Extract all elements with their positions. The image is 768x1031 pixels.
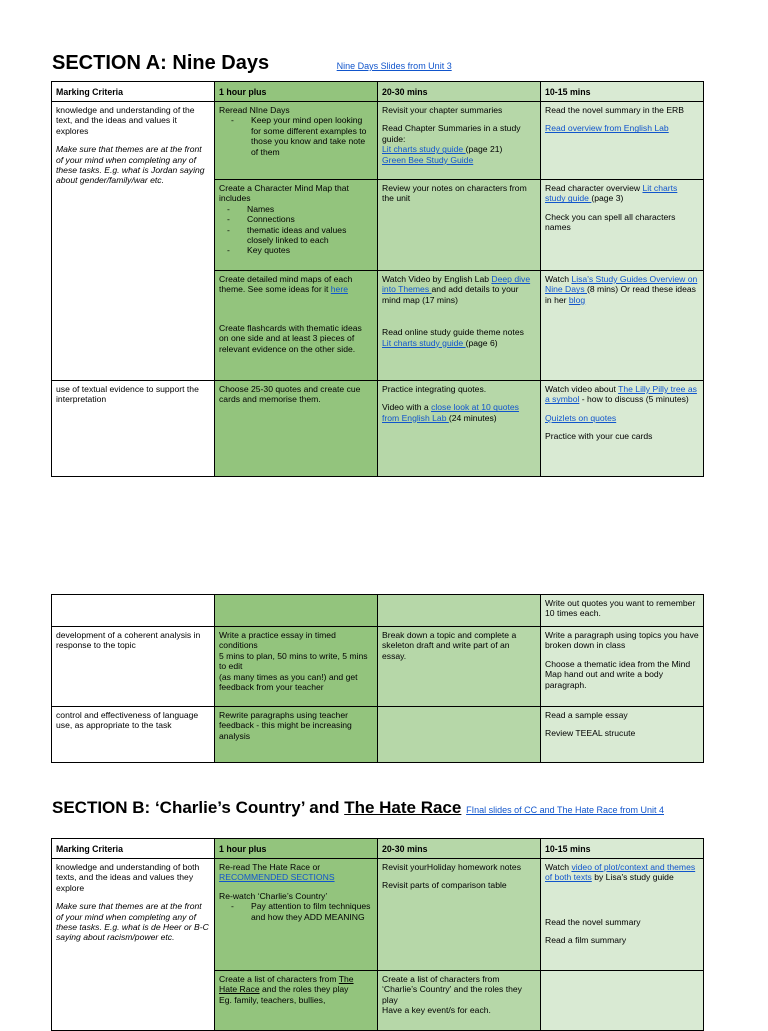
task-cell bbox=[378, 271, 541, 381]
section-b-title-hate-race: The Hate Race bbox=[344, 798, 462, 817]
task-cell bbox=[215, 971, 378, 1031]
task-cell bbox=[215, 859, 378, 971]
section-a-heading bbox=[52, 52, 452, 75]
task-cell bbox=[541, 180, 704, 271]
close-look-quotes-link[interactable]: close look at 10 quotes from English Lab bbox=[382, 402, 519, 423]
hate-race-title: The Hate Race bbox=[219, 974, 354, 995]
table-row bbox=[52, 627, 704, 707]
criteria-note: Make sure that themes are at the front of your mind when completing any of these tasks. E.g. what is Jordan saying about gender/family/war etc. bbox=[56, 144, 205, 186]
task-text: Write a paragraph using topics you have broken down in class bbox=[545, 630, 699, 651]
section-b-heading bbox=[52, 800, 722, 818]
task-cell bbox=[541, 595, 704, 627]
task-text: (24 minutes) bbox=[448, 412, 497, 423]
criteria-coherent-analysis-cell bbox=[52, 627, 215, 707]
quizlets-link[interactable]: Quizlets on quotes bbox=[545, 412, 617, 423]
task-text: Read character overview bbox=[545, 183, 643, 193]
header-20-30-mins: 20-30 mins bbox=[378, 82, 541, 102]
header-10-15-mins: 10-15 mins bbox=[541, 839, 704, 859]
litcharts-link[interactable]: Lit charts study guide bbox=[382, 144, 466, 155]
recommended-sections-link[interactable]: RECOMMENDED SECTIONS bbox=[219, 872, 335, 883]
task-text: Read a film summary bbox=[545, 935, 627, 946]
task-text: (page 21) bbox=[465, 144, 503, 155]
table-row bbox=[52, 859, 704, 971]
task-cell bbox=[215, 381, 378, 477]
task-text: Eg. family, teachers, bullies, bbox=[219, 994, 326, 1005]
task-cell bbox=[215, 707, 378, 763]
task-text: Have a key event/s for each. bbox=[382, 1005, 491, 1016]
table-header-row bbox=[52, 839, 704, 859]
task-text: Review TEEAL strucute bbox=[545, 728, 636, 739]
task-text: Choose a thematic idea from the Mind Map hand out and write a body paragraph. bbox=[545, 658, 691, 690]
task-text: Write out quotes you want to remember 10 times each. bbox=[545, 598, 696, 619]
task-text: Choose 25-30 quotes and create cue cards and memorise them. bbox=[219, 384, 361, 405]
task-text: Create a list of characters from ‘Charlie’s Country’ and the roles they play bbox=[382, 974, 522, 1005]
section-b-slides-link[interactable]: FInal slides of CC and The Hate Race from Unit 4 bbox=[466, 805, 665, 815]
table-row bbox=[52, 381, 704, 477]
task-text: Re-read The Hate Race or bbox=[219, 862, 321, 872]
criteria-text: development of a coherent analysis in response to the topic bbox=[56, 630, 201, 651]
empty-cell bbox=[215, 595, 378, 627]
task-text: 5 mins to plan, 50 mins to write, 5 mins to edit bbox=[219, 650, 368, 672]
criteria-text: use of textual evidence to support the interpretation bbox=[56, 384, 199, 405]
section-a-title: SECTION A: Nine Days bbox=[52, 52, 270, 74]
task-text: and add details to your mind map (17 mins) bbox=[382, 284, 519, 305]
green-bee-link[interactable]: Green Bee Study Guide bbox=[382, 154, 474, 165]
criteria-text: knowledge and understanding of the text, and the ideas and values it explores bbox=[56, 105, 195, 136]
lisas-study-guide-link[interactable]: Lisa's Study Guides Overview on Nine Days bbox=[545, 274, 698, 295]
task-text: Revisit parts of comparison table bbox=[382, 880, 507, 891]
task-text: Write a practice essay in timed conditions bbox=[219, 630, 336, 651]
task-text: Revisit your chapter summaries bbox=[382, 105, 503, 115]
criteria-language-use-cell bbox=[52, 707, 215, 763]
task-cell bbox=[541, 102, 704, 180]
task-cell bbox=[378, 859, 541, 971]
plot-context-video-link[interactable]: video of plot/context and themes of both texts bbox=[545, 862, 696, 883]
task-cell bbox=[215, 627, 378, 707]
task-text: by Lisa's study guide bbox=[591, 872, 674, 883]
task-text: Check you can spell all characters names bbox=[545, 211, 676, 233]
task-cell bbox=[215, 180, 378, 271]
task-cell bbox=[541, 381, 704, 477]
criteria-evidence-cell bbox=[52, 381, 215, 477]
task-text: Create detailed mind maps of each theme. See some ideas for it bbox=[219, 274, 353, 295]
task-text: Break down a topic and complete a skeleton draft and write part of an essay. bbox=[382, 630, 517, 661]
task-text: Practice integrating quotes. bbox=[382, 384, 487, 394]
task-cell bbox=[378, 971, 541, 1031]
task-text: (as many times as you can!) and get feedback from your teacher bbox=[219, 671, 358, 693]
task-bullet: - Connections bbox=[247, 214, 373, 224]
task-cell bbox=[378, 102, 541, 180]
deep-dive-themes-link[interactable]: Deep dive into Themes bbox=[382, 274, 531, 295]
header-marking-criteria: Marking Criteria bbox=[52, 82, 215, 102]
table-header-row bbox=[52, 82, 704, 102]
empty-cell bbox=[378, 707, 541, 763]
empty-cell bbox=[52, 595, 215, 627]
task-bullet: - thematic ideas and values closely linked to each bbox=[247, 225, 373, 246]
task-text: Revisit yourHoliday homework notes bbox=[382, 862, 521, 872]
table-row bbox=[52, 707, 704, 763]
blog-link[interactable]: blog bbox=[568, 294, 586, 305]
section-b-table bbox=[51, 838, 704, 1031]
task-bullet: - Key quotes bbox=[247, 245, 373, 255]
task-text: Read the novel summary in the ERB bbox=[545, 105, 684, 115]
task-text: Video with a bbox=[382, 402, 432, 413]
criteria-knowledge-cell bbox=[52, 102, 215, 381]
task-cell bbox=[378, 627, 541, 707]
task-cell bbox=[541, 707, 704, 763]
task-cell bbox=[541, 859, 704, 971]
header-1-hour-plus: 1 hour plus bbox=[215, 82, 378, 102]
section-b-title: SECTION B: ‘Charlie’s Country’ and bbox=[52, 798, 345, 817]
task-text: Review your notes on characters from the unit bbox=[382, 183, 527, 204]
header-marking-criteria: Marking Criteria bbox=[52, 839, 215, 859]
task-text: (page 6) bbox=[465, 337, 498, 348]
task-text: Read a sample essay bbox=[545, 710, 628, 720]
task-cell bbox=[215, 271, 378, 381]
continuation-table bbox=[51, 594, 704, 763]
lilly-pilly-link[interactable]: The Lilly Pilly tree as a symbol bbox=[545, 384, 697, 405]
task-text: Watch Video by English Lab bbox=[382, 274, 492, 284]
task-text: Read online study guide theme notes bbox=[382, 327, 524, 338]
task-bullet: - Names bbox=[247, 204, 373, 214]
task-text: (page 3) bbox=[591, 193, 624, 204]
task-text: Create flashcards with thematic ideas on one side and at least 3 pieces of relevant evidence on the other side. bbox=[219, 322, 362, 354]
criteria-text: knowledge and understanding of both texts, and the ideas and values they explore bbox=[56, 862, 200, 893]
task-text: Watch video about bbox=[545, 384, 619, 394]
task-text: Watch bbox=[545, 862, 572, 872]
section-a-table bbox=[51, 81, 704, 477]
table-row bbox=[52, 102, 704, 180]
empty-cell bbox=[378, 595, 541, 627]
task-text: (8 mins) Or read these ideas in her bbox=[545, 284, 696, 305]
task-bullet: - Keep your mind open looking for some different examples to those you know and take note of them bbox=[251, 115, 373, 157]
task-title: Reread NIne Days bbox=[219, 105, 290, 115]
task-text: - how to discuss (5 minutes) bbox=[579, 394, 689, 405]
task-text: Read Chapter Summaries in a study guide: bbox=[382, 123, 521, 144]
task-cell bbox=[378, 381, 541, 477]
litcharts-link[interactable]: Lit charts study guide bbox=[382, 337, 466, 348]
header-10-15-mins: 10-15 mins bbox=[541, 82, 704, 102]
task-text: Re-watch ‘Charlie’s Country’ bbox=[219, 890, 328, 901]
mind-map-ideas-link[interactable]: here bbox=[330, 284, 348, 295]
task-title: Create a Character Mind Map that includes bbox=[219, 183, 349, 204]
task-text: and the roles they play bbox=[259, 984, 349, 995]
table-row bbox=[52, 595, 704, 627]
english-lab-overview-link[interactable]: Read overview from English Lab bbox=[545, 123, 669, 134]
task-text: Rewrite paragraphs using teacher feedback - this might be increasing analysis bbox=[219, 710, 352, 741]
task-text: Practice with your cue cards bbox=[545, 431, 653, 442]
task-text: Read the novel summary bbox=[545, 916, 641, 927]
header-1-hour-plus: 1 hour plus bbox=[215, 839, 378, 859]
task-cell bbox=[541, 271, 704, 381]
task-cell bbox=[541, 627, 704, 707]
litcharts-link[interactable]: Lit charts study guide bbox=[545, 183, 678, 204]
criteria-note: Make sure that themes are at the front of your mind when completing any of these tasks. E.g. what is de Heer or B-C saying about racism/power etc. bbox=[56, 901, 209, 943]
empty-cell bbox=[541, 971, 704, 1031]
criteria-text: control and effectiveness of language use, as appropriate to the task bbox=[56, 710, 199, 731]
header-20-30-mins: 20-30 mins bbox=[378, 839, 541, 859]
task-cell bbox=[378, 180, 541, 271]
task-text: Watch bbox=[545, 274, 572, 284]
task-cell bbox=[215, 102, 378, 180]
task-bullet: - Pay attention to film techniques and how they ADD MEANING bbox=[251, 901, 373, 922]
criteria-knowledge-cell bbox=[52, 859, 215, 1031]
task-text: Create a list of characters from bbox=[219, 974, 339, 984]
section-a-slides-link[interactable]: Nine Days Slides from Unit 3 bbox=[336, 61, 452, 71]
